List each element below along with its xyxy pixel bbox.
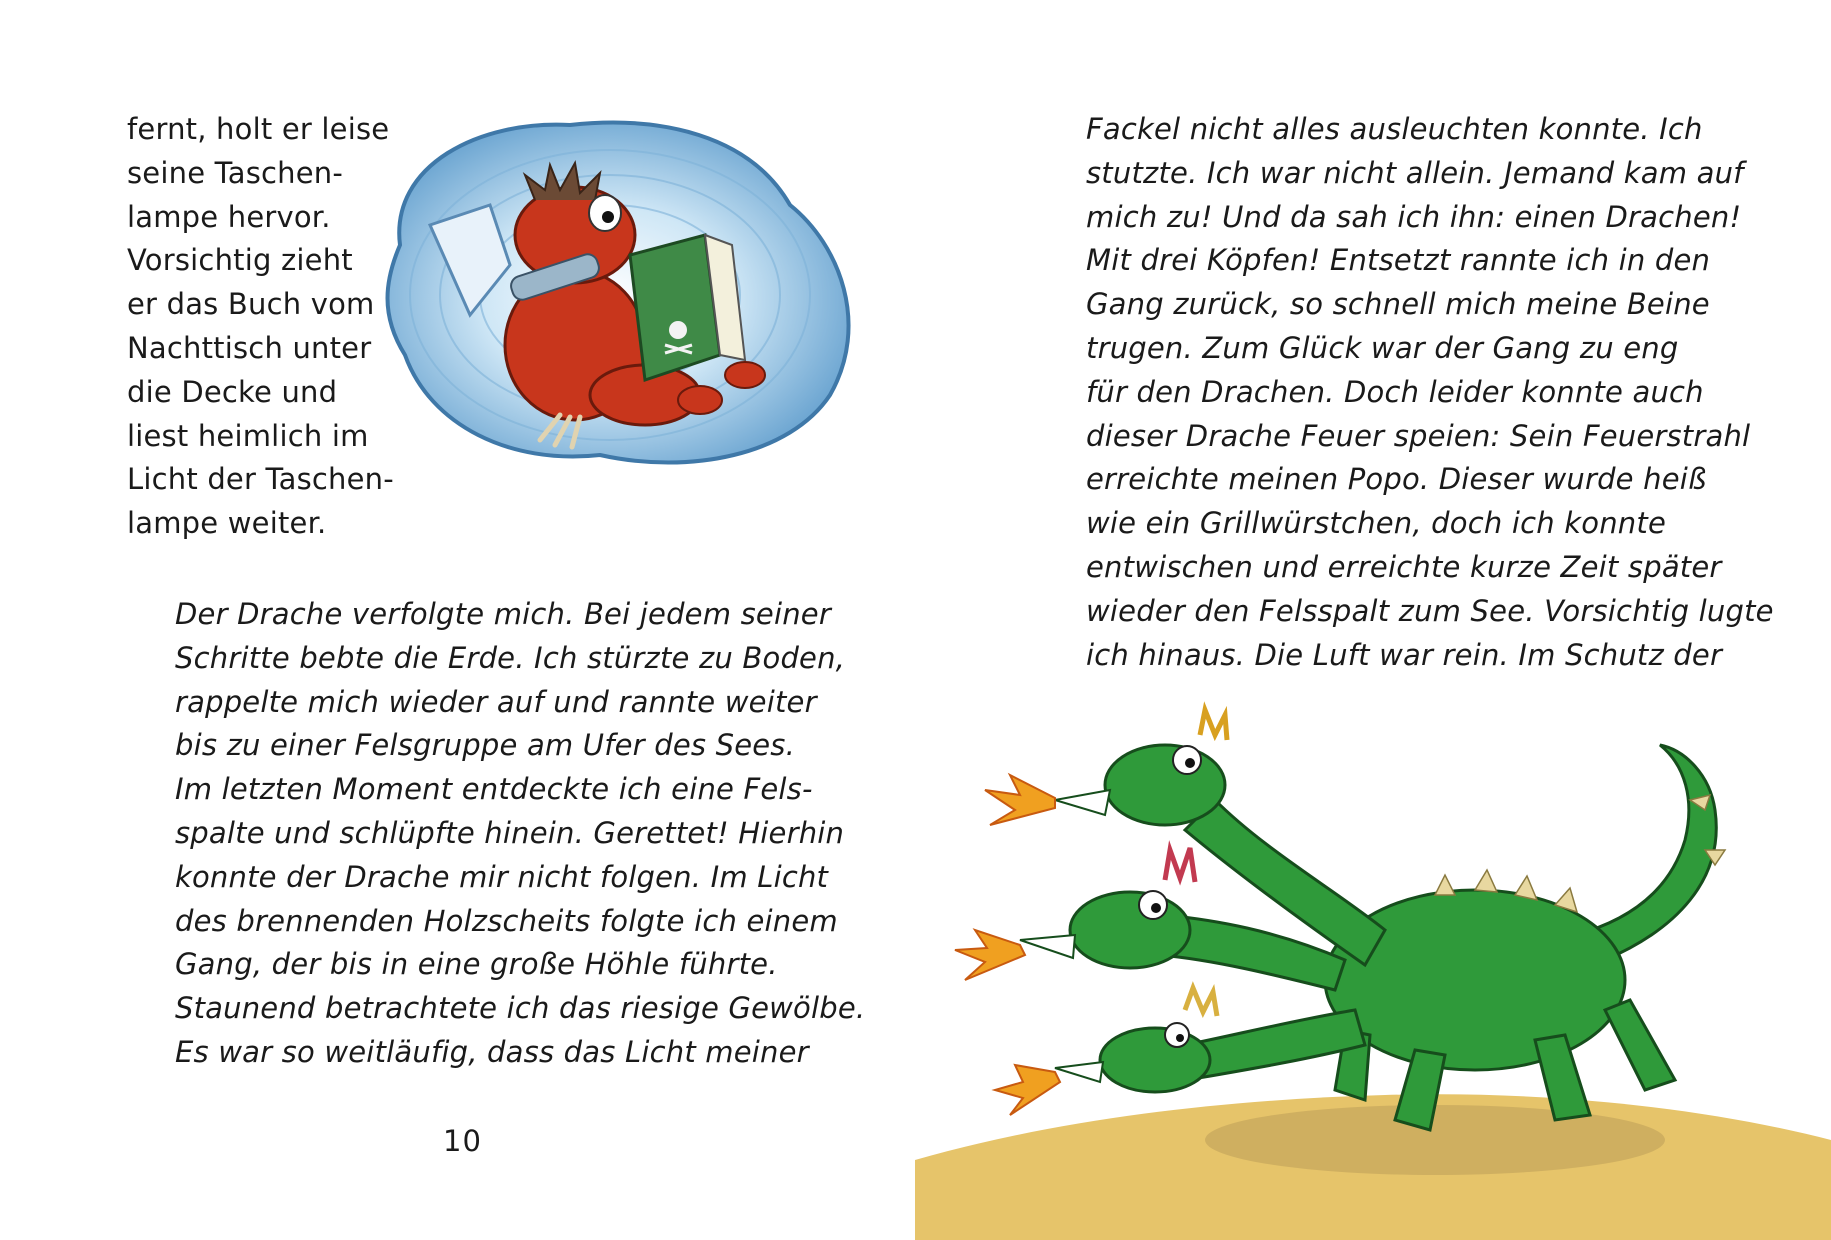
text-line: Gang, der bis in eine große Höhle führte. xyxy=(175,947,778,982)
text-line: Nachttisch unter xyxy=(127,330,372,365)
narration-text xyxy=(127,108,394,546)
text-line: des brennenden Holzscheits folgte ich einem xyxy=(175,903,838,938)
text-line: Schritte bebte die Erde. Ich stürzte zu Boden, xyxy=(175,640,846,675)
text-line: Mit drei Köpfen! Entsetzt rannte ich in den xyxy=(1086,243,1711,278)
text-line: liest heimlich im xyxy=(127,418,369,453)
text-line: dieser Drache Feuer speien: Sein Feuerstrahl xyxy=(1086,418,1751,453)
left-page xyxy=(0,0,915,1240)
three-headed-dragon-illustration xyxy=(915,690,1831,1240)
text-line: fernt, holt er leise xyxy=(127,112,390,146)
text-line: Gang zurück, so schnell mich meine Beine xyxy=(1086,287,1710,322)
text-line: Der Drache verfolgte mich. Bei jedem seiner xyxy=(175,597,831,631)
text-line: Vorsichtig zieht xyxy=(127,243,353,278)
text-line: entwischen und erreichte kurze Zeit später xyxy=(1086,549,1722,584)
text-line: erreichte meinen Popo. Dieser wurde heiß xyxy=(1086,462,1707,497)
story-text-left xyxy=(175,593,865,1075)
text-line: Im letzten Moment entdeckte ich eine Fels- xyxy=(175,772,813,807)
text-line: Fackel nicht alles ausleuchten konnte. Ich xyxy=(1086,112,1703,146)
text-line: spalte und schlüpfte hinein. Gerettet! Hierhin xyxy=(175,815,845,850)
story-text-right xyxy=(1086,108,1774,677)
page-number: 10 xyxy=(443,1124,482,1158)
text-line: wieder den Felsspalt zum See. Vorsichtig lugte xyxy=(1086,593,1774,628)
text-line: Es war so weitläufig, dass das Licht meiner xyxy=(175,1034,809,1069)
text-line: Licht der Taschen- xyxy=(127,462,394,497)
text-line: lampe weiter. xyxy=(127,506,327,541)
text-line: stutzte. Ich war nicht allein. Jemand kam auf xyxy=(1086,155,1744,190)
text-line: seine Taschen- xyxy=(127,155,344,190)
text-line: ich hinaus. Die Luft war rein. Im Schutz der xyxy=(1086,637,1723,672)
right-page xyxy=(915,0,1831,1240)
text-line: trugen. Zum Glück war der Gang zu eng xyxy=(1086,330,1679,365)
text-line: die Decke und xyxy=(127,374,338,409)
text-line: wie ein Grillwürstchen, doch ich konnte xyxy=(1086,506,1666,541)
text-line: mich zu! Und da sah ich ihn: einen Drachen! xyxy=(1086,199,1742,234)
text-line: lampe hervor. xyxy=(127,199,331,234)
text-line: für den Drachen. Doch leider konnte auch xyxy=(1086,374,1704,409)
text-line: rappelte mich wieder auf und rannte weiter xyxy=(175,684,817,719)
text-line: konnte der Drache mir nicht folgen. Im Licht xyxy=(175,859,829,894)
text-line: bis zu einer Felsgruppe am Ufer des Sees. xyxy=(175,728,796,763)
reading-under-blanket-illustration xyxy=(360,95,880,495)
text-line: er das Buch vom xyxy=(127,287,375,322)
text-line: Staunend betrachtete ich das riesige Gewölbe. xyxy=(175,991,866,1026)
